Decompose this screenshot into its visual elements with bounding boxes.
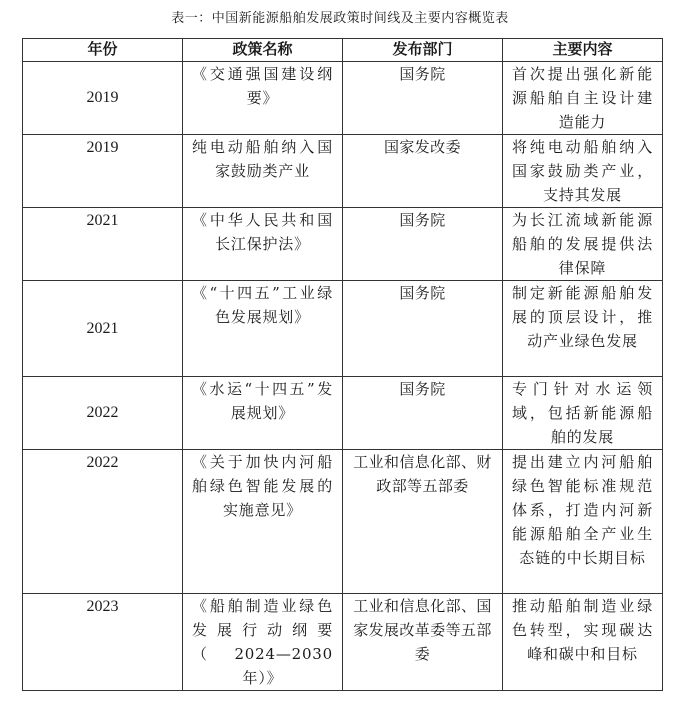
year-cell: 2019 [23, 62, 183, 135]
content-text: 将纯电动船舶纳入国家鼓励类产业，支持其发展 [512, 138, 653, 204]
department-text: 国务院 [399, 380, 446, 398]
table-caption: 表一：中国新能源船舶发展政策时间线及主要内容概览表 [171, 11, 509, 26]
table-row [23, 377, 663, 450]
department-text: 国务院 [399, 284, 446, 302]
policy-name-cell [183, 594, 343, 691]
department-cell [343, 62, 503, 135]
department-cell [343, 377, 503, 450]
content-text: 为长江流域新能源船舶的发展提供法律保障 [512, 211, 653, 277]
year-cell: 2019 [23, 135, 183, 208]
policy-name-cell [183, 450, 343, 594]
content-text: 提出建立内河船舶绿色智能标准规范体系，打造内河新能源船舶全产业生态链的中长期目标 [512, 453, 653, 567]
year-cell: 2023 [23, 594, 183, 691]
year-cell: 2021 [23, 281, 183, 377]
table-row [23, 208, 663, 281]
year-cell: 2022 [23, 450, 183, 594]
table-row [23, 281, 663, 377]
policy-name-cell [183, 62, 343, 135]
table-row [23, 62, 663, 135]
department-cell [343, 281, 503, 377]
policy-name-cell [183, 377, 343, 450]
content-cell [503, 450, 663, 594]
policy-name-text: 《“十四五”工业绿色发展规划》 [192, 284, 333, 326]
content-cell [503, 135, 663, 208]
content-cell [503, 594, 663, 691]
header-policy-name: 政策名称 [183, 39, 343, 62]
content-text: 专门针对水运领域，包括新能源船舶的发展 [512, 380, 653, 446]
department-cell [343, 135, 503, 208]
department-cell [343, 450, 503, 594]
policy-name-cell [183, 281, 343, 377]
policy-name-cell [183, 135, 343, 208]
content-text: 首次提出强化新能源船舶自主设计建造能力 [512, 65, 653, 131]
policy-name-cell [183, 208, 343, 281]
header-year: 年份 [23, 39, 183, 62]
content-text: 推动船舶制造业绿色转型，实现碳达峰和碳中和目标 [512, 597, 653, 663]
department-cell [343, 208, 503, 281]
policy-name-text: 《中华人民共和国长江保护法》 [192, 211, 333, 253]
policy-timeline-table [22, 38, 663, 691]
department-text: 国家发改委 [383, 138, 461, 156]
department-cell [343, 594, 503, 691]
department-text: 工业和信息化部、财政部等五部委 [353, 453, 492, 495]
policy-name-text: 《水运“十四五”发展规划》 [192, 380, 333, 422]
content-cell [503, 377, 663, 450]
department-text: 工业和信息化部、国家发展改革委等五部委 [353, 597, 492, 663]
year-cell: 2021 [23, 208, 183, 281]
table-header-row [23, 39, 663, 62]
header-department: 发布部门 [343, 39, 503, 62]
department-text: 国务院 [399, 211, 446, 229]
content-cell [503, 62, 663, 135]
content-text: 制定新能源船舶发展的顶层设计，推动产业绿色发展 [512, 284, 653, 350]
policy-name-text: 《交通强国建设纲要》 [192, 65, 333, 107]
policy-name-text: 纯电动船舶纳入国家鼓励类产业 [192, 138, 333, 180]
content-cell [503, 281, 663, 377]
content-cell [503, 208, 663, 281]
table-row [23, 135, 663, 208]
year-cell: 2022 [23, 377, 183, 450]
table-row [23, 594, 663, 691]
header-main-content: 主要内容 [503, 39, 663, 62]
policy-name-text: 《船舶制造业绿色发展行动纲要（2024—2030年）》 [192, 597, 333, 687]
table-row [23, 450, 663, 594]
policy-name-text: 《关于加快内河船舶绿色智能发展的实施意见》 [192, 453, 333, 519]
department-text: 国务院 [399, 65, 446, 83]
